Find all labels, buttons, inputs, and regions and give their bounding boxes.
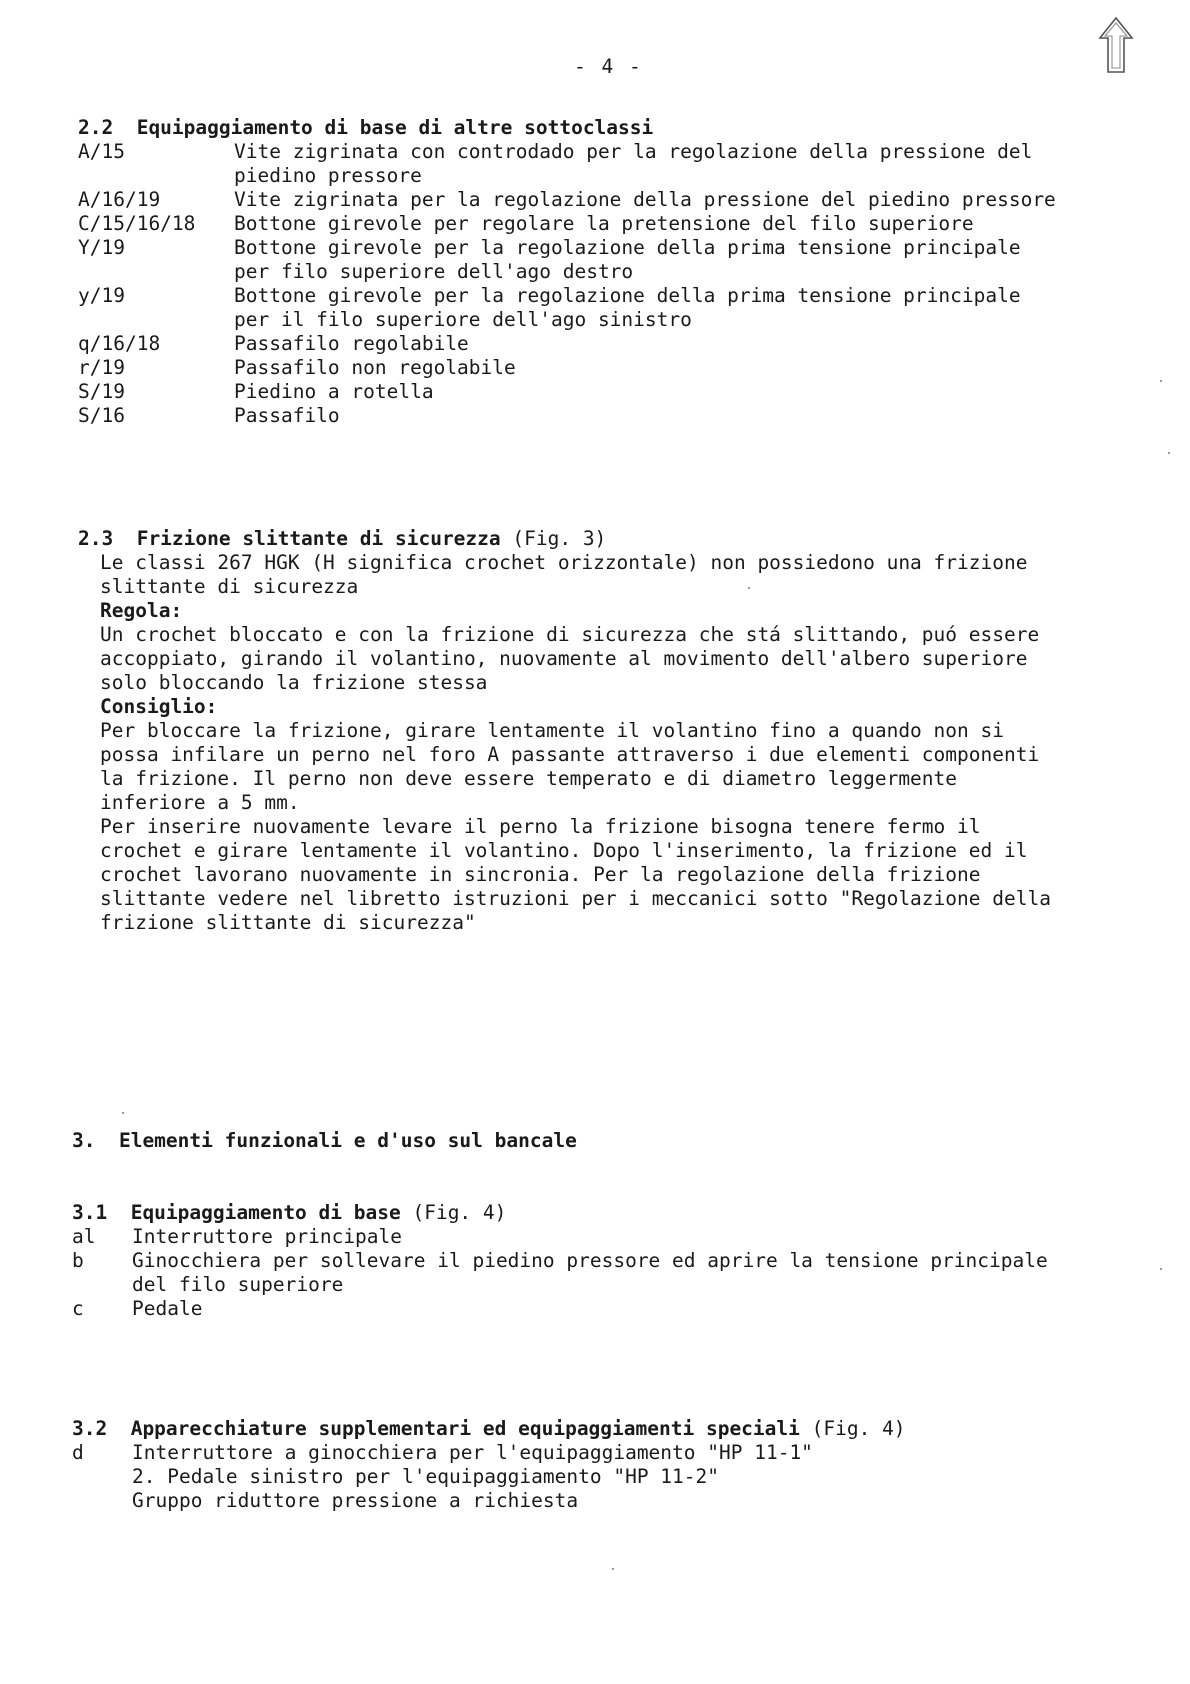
paragraph-line: crochet e girare lentamente il volantino. Dopo l'inserimento, la frizione ed il [100, 839, 1028, 862]
code-label: r/19 [78, 356, 125, 379]
description-line: Interruttore a ginocchiera per l'equipaggiamento "HP 11-1" [132, 1441, 813, 1464]
paragraph-line: Le classi 267 HGK (H significa crochet orizzontale) non possiedono una frizione [100, 551, 1028, 574]
description-line: Bottone girevole per la regolazione della prima tensione principale [234, 236, 1021, 259]
paragraph-line: la frizione. Il perno non deve essere temperato e di diametro leggermente [100, 767, 958, 790]
paragraph-line: Un crochet bloccato e con la frizione di sicurezza che stá slittando, puó essere [100, 623, 1040, 646]
description-line: Ginocchiera per sollevare il piedino pressore ed aprire la tensione principale [132, 1249, 1048, 1272]
paragraph-line: Per bloccare la frizione, girare lentamente il volantino fino a quando non si [100, 719, 1004, 742]
code-label: S/16 [78, 404, 125, 427]
section-3-1-title: 3.1 Equipaggiamento di base [72, 1201, 401, 1224]
scan-speck [122, 1112, 124, 1114]
code-label: q/16/18 [78, 332, 161, 355]
scan-speck [748, 587, 750, 589]
paragraph-line: accoppiato, girando il volantino, nuovamente al movimento dell'albero superiore [100, 647, 1028, 670]
paragraph-line: inferiore a 5 mm. [100, 791, 300, 814]
description-line: per filo superiore dell'ago destro [234, 260, 634, 283]
section-2-2-heading: 2.2 Equipaggiamento di base di altre sottoclassi [78, 116, 654, 139]
paragraph-line: slittante vedere nel libretto istruzioni per i meccanici sotto "Regolazione della [100, 887, 1051, 910]
scan-speck [612, 1568, 614, 1570]
scan-speck [1160, 380, 1162, 382]
code-label: C/15/16/18 [78, 212, 196, 235]
figure-reference: (Fig. 4) [799, 1417, 906, 1440]
description-line: Vite zigrinata per la regolazione della pressione del piedino pressore [234, 188, 1056, 211]
description-line: del filo superiore [132, 1273, 344, 1296]
section-3-2-heading [72, 1417, 906, 1441]
description-line: Bottone girevole per regolare la pretensione del filo superiore [234, 212, 974, 235]
code-label: y/19 [78, 284, 125, 307]
figure-reference: (Fig. 3) [500, 527, 607, 550]
code-label: al [72, 1225, 96, 1248]
code-label: c [72, 1297, 84, 1320]
figure-reference: (Fig. 4) [400, 1201, 507, 1224]
section-3-heading: 3. Elementi funzionali e d'uso sul bancale [72, 1129, 577, 1152]
paragraph-line: Per inserire nuovamente levare il perno la frizione bisogna tenere fermo il [100, 815, 981, 838]
code-label: A/16/19 [78, 188, 161, 211]
description-line: Piedino a rotella [234, 380, 434, 403]
description-line: Bottone girevole per la regolazione della prima tensione principale [234, 284, 1021, 307]
paragraph-line: frizione slittante di sicurezza" [100, 911, 476, 934]
section-2-3-heading [78, 527, 606, 551]
paragraph-line: slittante di sicurezza [100, 575, 359, 598]
scan-speck [1168, 452, 1170, 454]
section-2-3-title: 2.3 Frizione slittante di sicurezza [78, 527, 501, 550]
description-line: Interruttore principale [132, 1225, 403, 1248]
code-label: d [72, 1441, 84, 1464]
description-line: piedino pressore [234, 164, 422, 187]
description-line: per il filo superiore dell'ago sinistro [234, 308, 692, 331]
regola-label: Regola: [100, 599, 183, 622]
up-arrow-icon[interactable] [1098, 16, 1134, 78]
scan-speck [1160, 1268, 1162, 1270]
paragraph-line: possa infilare un perno nel foro A passante attraverso i due elementi componenti [100, 743, 1040, 766]
code-label: A/15 [78, 140, 125, 163]
description-line: Pedale [132, 1297, 203, 1320]
description-line: Passafilo [234, 404, 340, 427]
paragraph-line: crochet lavorano nuovamente in sincronia. Per la regolazione della frizione [100, 863, 981, 886]
consiglio-label: Consiglio: [100, 695, 218, 718]
paragraph-line: solo bloccando la frizione stessa [100, 671, 488, 694]
description-line: 2. Pedale sinistro per l'equipaggiamento "HP 11-2" [132, 1465, 719, 1488]
section-3-1-heading [72, 1201, 506, 1225]
description-line: Passafilo regolabile [234, 332, 469, 355]
description-line: Vite zigrinata con controdado per la regolazione della pressione del [234, 140, 1033, 163]
code-label: Y/19 [78, 236, 125, 259]
description-line: Gruppo riduttore pressione a richiesta [132, 1489, 579, 1512]
section-3-2-title: 3.2 Apparecchiature supplementari ed equipaggiamenti speciali [72, 1417, 800, 1440]
code-label: b [72, 1249, 84, 1272]
page-number: - 4 - [574, 55, 643, 78]
code-label: S/19 [78, 380, 125, 403]
description-line: Passafilo non regolabile [234, 356, 516, 379]
